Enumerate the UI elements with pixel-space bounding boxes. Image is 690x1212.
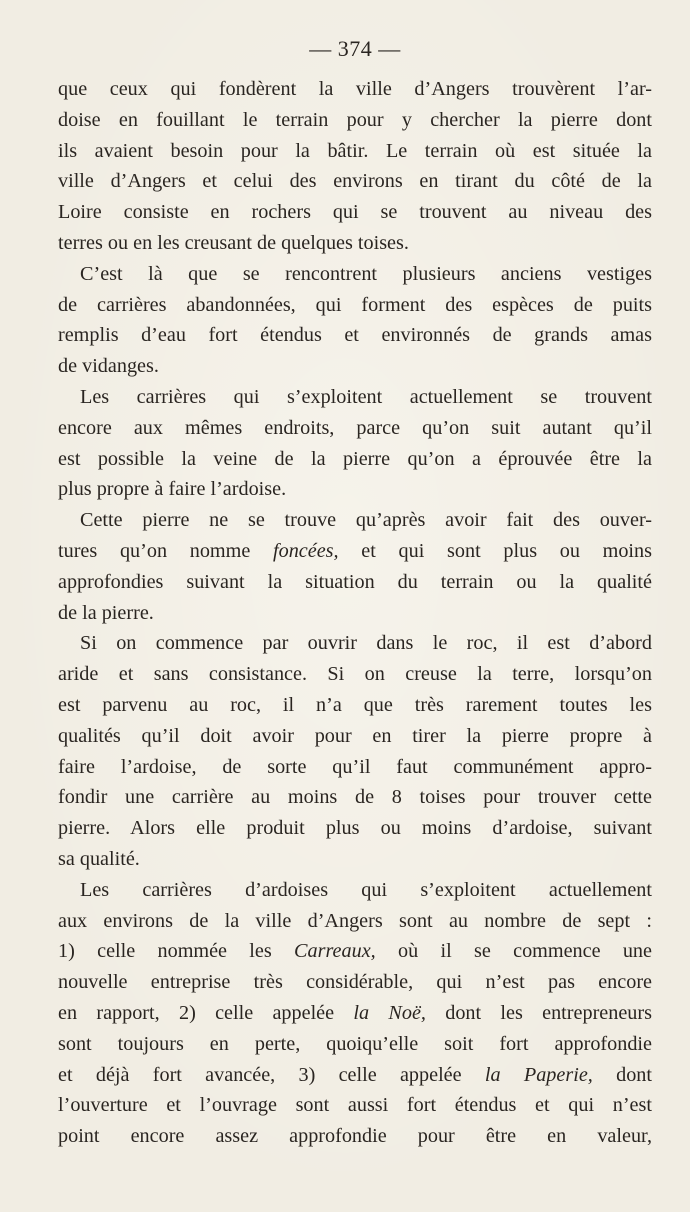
text-line: Cette pierre ne se trouve qu’après avoir fait des ouver-: [80, 509, 652, 532]
text-line: Les carrières d’ardoises qui s’exploitent actuellement: [80, 878, 652, 901]
text-line: approfondies suivant la situation du terrain ou la qualité: [58, 570, 652, 593]
italic-term: la Noë,: [353, 1001, 426, 1024]
text-line: l’ouverture et l’ouvrage sont aussi fort étendus et qui n’est: [58, 1094, 652, 1117]
text-line: terres ou en les creusant de quelques toises.: [58, 231, 409, 254]
text-line: qualités qu’il doit avoir pour en tirer la pierre propre à: [58, 724, 652, 747]
italic-term: la Paperie,: [484, 1063, 593, 1086]
text-line: plus propre à faire l’ardoise.: [58, 478, 287, 501]
text-line: doise en fouillant le terrain pour y chercher la pierre dont: [58, 108, 652, 131]
text-segment: où il se commence une: [375, 940, 652, 963]
text-line: de carrières abandonnées, qui forment des espèces de puits: [58, 293, 652, 316]
text-segment: dont: [592, 1063, 652, 1086]
italic-term: foncées,: [273, 539, 339, 562]
text-segment: en rapport, 2) celle appelée: [58, 1001, 354, 1024]
text-segment: 1) celle nommée les: [58, 940, 295, 963]
text-line: aux environs de la ville d’Angers sont au nombre de sept :: [58, 909, 652, 932]
text-segment: tures qu’on nomme: [58, 539, 273, 562]
text-line: que ceux qui fondèrent la ville d’Angers trouvèrent l’ar-: [58, 78, 652, 100]
text-line: fondir une carrière au moins de 8 toises pour trouver cette: [58, 786, 652, 809]
text-line: de la pierre.: [58, 601, 154, 624]
body-text: [58, 74, 652, 1152]
text-line: de vidanges.: [58, 355, 159, 378]
text-segment: dont les entrepreneurs: [425, 1001, 652, 1024]
text-line: Loire consiste en rochers qui se trouvent au niveau des: [58, 201, 652, 224]
italic-term: Carreaux,: [294, 940, 376, 963]
text-line: Si on commence par ouvrir dans le roc, il est d’abord: [80, 632, 652, 655]
text-line: sont toujours en perte, quoiqu’elle soit fort approfondie: [58, 1032, 652, 1055]
text-segment: et déjà fort avancée, 3) celle appelée: [58, 1063, 485, 1086]
text-line: remplis d’eau fort étendus et environnés de grands amas: [58, 324, 652, 347]
text-line: nouvelle entreprise très considérable, qui n’est pas encore: [58, 971, 652, 994]
text-line: [58, 998, 652, 1029]
text-line: sa qualité.: [58, 847, 140, 870]
text-line: Les carrières qui s’exploitent actuellement se trouvent: [80, 385, 652, 408]
text-line: C’est là que se rencontrent plusieurs anciens vestiges: [80, 262, 652, 285]
text-line: ils avaient besoin pour la bâtir. Le terrain où est située la: [58, 139, 652, 162]
text-line: pierre. Alors elle produit plus ou moins d’ardoise, suivant: [58, 817, 652, 840]
text-line: [58, 536, 652, 567]
text-line: faire l’ardoise, de sorte qu’il faut communément appro-: [58, 755, 652, 778]
text-segment: et qui sont plus ou moins: [338, 539, 652, 562]
text-line: est parvenu au roc, il n’a que très rarement toutes les: [58, 693, 652, 716]
text-line: ville d’Angers et celui des environs en tirant du côté de la: [58, 170, 652, 193]
text-line: [58, 936, 652, 967]
text-line: point encore assez approfondie pour être en valeur,: [58, 1125, 652, 1148]
page-number: — 374 —: [309, 36, 401, 61]
text-line: est possible la veine de la pierre qu’on a éprouvée être la: [58, 447, 652, 470]
text-line: aride et sans consistance. Si on creuse la terre, lorsqu’on: [58, 663, 652, 686]
text-line: [58, 1060, 652, 1091]
text-line: encore aux mêmes endroits, parce qu’on suit autant qu’il: [58, 416, 652, 439]
